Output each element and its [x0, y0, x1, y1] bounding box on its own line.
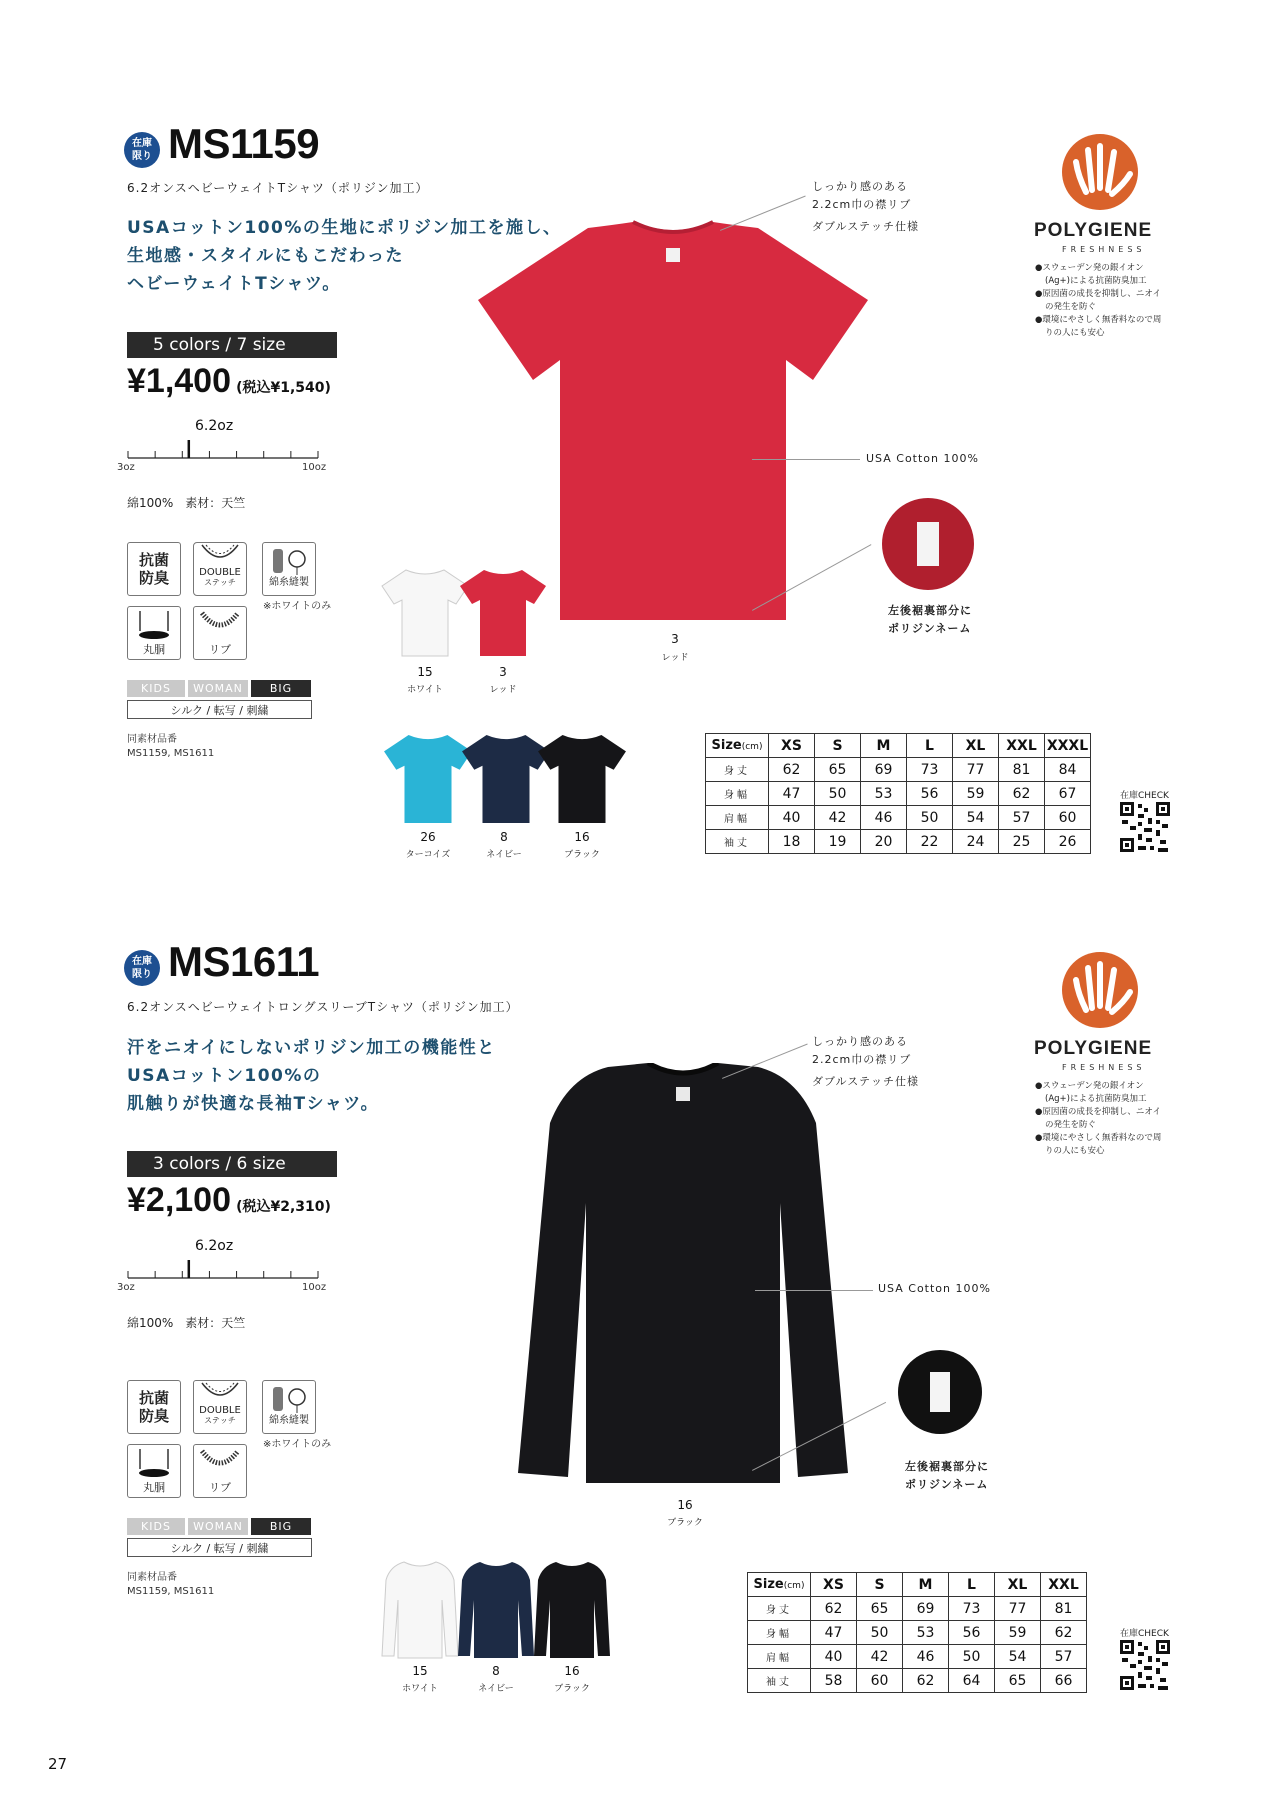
size-col-m: M — [861, 734, 907, 758]
swatch-name-white: ホワイト — [407, 685, 443, 695]
price-tax: (税込¥1,540) — [236, 380, 331, 396]
tag-kids: KIDS — [127, 1518, 185, 1535]
size-cell: 84 — [1045, 758, 1091, 782]
swatch-image-black — [536, 733, 628, 825]
price-value: ¥1,400 — [127, 362, 231, 400]
size-table — [747, 1572, 1087, 1693]
label-callout: 左後裾裏部分に ポリジンネーム — [888, 604, 972, 635]
swatch-name-black: ブラック — [554, 1684, 590, 1694]
swatch-num-white: 15 — [412, 1664, 428, 1678]
double-stitch-icon: DOUBLE ステッチ — [193, 542, 247, 596]
row-label: 袖丈 — [706, 830, 769, 854]
size-col-xxl: XXL — [999, 734, 1045, 758]
swatch-name-navy: ネイビー — [478, 1684, 514, 1694]
tubular-body-icon: 丸胴 — [127, 1444, 181, 1498]
stock-limited-badge: 在庫 限り — [124, 950, 160, 986]
swatch-name-red: レッド — [489, 685, 517, 695]
collar-callout: しっかり感のある 2.2cm巾の襟リブ ダブルステッチ仕様 — [812, 180, 920, 233]
row-label: 肩幅 — [748, 1645, 811, 1669]
row-label: 身丈 — [706, 758, 769, 782]
print-methods: シルク / 転写 / 刺繍 — [127, 1538, 312, 1557]
product-subtitle: 6.2オンスヘビーウェイトロングスリーブTシャツ（ポリジン加工） — [127, 1000, 519, 1014]
size-cell: 77 — [995, 1597, 1041, 1621]
row-label: 身丈 — [748, 1597, 811, 1621]
size-header-row — [706, 734, 1091, 758]
polygiene-wordmark: POLYGIENE — [1034, 220, 1153, 241]
size-cell: 66 — [1041, 1669, 1087, 1693]
scale-max-label: 10oz — [302, 1282, 327, 1293]
polygiene-freshness: FRESHNESS — [1062, 1063, 1146, 1072]
scale-min-label: 3oz — [117, 462, 135, 473]
tag-big: BIG — [251, 680, 311, 697]
rib-icon: リブ — [193, 606, 247, 660]
size-cell: 65 — [815, 758, 861, 782]
table-row — [748, 1669, 1087, 1693]
cotton-thread-icon: 綿糸縫製 — [262, 542, 316, 596]
polygiene-wordmark: POLYGIENE — [1034, 1038, 1153, 1059]
cotton-callout: USA Cotton 100% — [866, 452, 979, 465]
cotton-leader-line — [752, 459, 860, 460]
size-cell: 60 — [857, 1669, 903, 1693]
swatch-name-black: ブラック — [564, 850, 600, 860]
size-col-xl: XL — [953, 734, 999, 758]
size-col-xxxl: XXXL — [1045, 734, 1091, 758]
price-value: ¥2,100 — [127, 1181, 231, 1219]
white-only-note: ※ホワイトのみ — [263, 1439, 332, 1450]
size-cell: 40 — [811, 1645, 857, 1669]
size-col-s: S — [815, 734, 861, 758]
scale-min-label: 3oz — [117, 1282, 135, 1293]
size-cell: 58 — [811, 1669, 857, 1693]
qr-code[interactable] — [1120, 1640, 1170, 1690]
print-methods: シルク / 転写 / 刺繍 — [127, 700, 312, 719]
size-cell: 50 — [815, 782, 861, 806]
swatch-num-black: 16 — [574, 830, 590, 844]
colors-size-bar: 5 colors / 7 size — [127, 332, 337, 358]
page-number: 27 — [48, 1755, 68, 1773]
swatch-image-navy — [456, 1560, 536, 1660]
same-material: 同素材品番 MS1159, MS1611 — [127, 1572, 215, 1597]
size-cell: 53 — [861, 782, 907, 806]
swatch-image-white — [380, 1560, 460, 1660]
size-cell: 81 — [999, 758, 1045, 782]
size-cell: 42 — [857, 1645, 903, 1669]
polygiene-hand-logo — [1060, 950, 1140, 1030]
swatch-num-navy: 8 — [492, 1664, 500, 1678]
size-cell: 77 — [953, 758, 999, 782]
row-label: 袖丈 — [748, 1669, 811, 1693]
size-col-l: L — [949, 1573, 995, 1597]
row-label: 肩幅 — [706, 806, 769, 830]
size-cell: 40 — [769, 806, 815, 830]
weight-scale — [118, 436, 328, 466]
catch-copy: USAコットン100%の生地にポリジン加工を施し、 生地感・スタイルにもこだわった ヘビーウェイトTシャツ。 — [127, 218, 562, 294]
polygiene-hand-logo — [1060, 132, 1140, 212]
polygiene-label-image — [917, 522, 939, 566]
rib-icon: リブ — [193, 1444, 247, 1498]
size-cell: 50 — [857, 1621, 903, 1645]
white-only-note: ※ホワイトのみ — [263, 601, 332, 612]
size-cell: 67 — [1045, 782, 1091, 806]
size-header-row — [748, 1573, 1087, 1597]
size-cell: 62 — [811, 1597, 857, 1621]
swatch-name-turquoise: ターコイズ — [405, 850, 451, 860]
size-cell: 69 — [903, 1597, 949, 1621]
swatch-num-white: 15 — [417, 665, 433, 679]
size-cell: 56 — [949, 1621, 995, 1645]
table-row — [748, 1621, 1087, 1645]
tag-kids: KIDS — [127, 680, 185, 697]
antibacterial-icon: 抗菌 防臭 — [127, 1380, 181, 1434]
swatch-image-white — [380, 568, 470, 658]
size-corner: Size(cm) — [706, 734, 769, 758]
size-cell: 22 — [907, 830, 953, 854]
table-row — [748, 1645, 1087, 1669]
size-cell: 50 — [949, 1645, 995, 1669]
tag-woman: WOMAN — [188, 1518, 248, 1535]
stock-check-label: 在庫CHECK — [1120, 1629, 1169, 1639]
main-color-num: 16 — [677, 1498, 693, 1512]
size-cell: 20 — [861, 830, 907, 854]
size-cell: 57 — [999, 806, 1045, 830]
same-material: 同素材品番 MS1159, MS1611 — [127, 734, 215, 759]
main-color-name: レッド — [661, 653, 689, 663]
size-col-xxl: XXL — [1041, 1573, 1087, 1597]
stock-limited-badge: 在庫 限り — [124, 132, 160, 168]
price — [127, 362, 331, 401]
size-cell: 47 — [769, 782, 815, 806]
size-cell: 46 — [861, 806, 907, 830]
product-ms1159 — [0, 0, 1280, 860]
label-closeup-circle — [898, 1350, 982, 1434]
row-label: 身幅 — [748, 1621, 811, 1645]
size-cell: 54 — [953, 806, 999, 830]
size-cell: 54 — [995, 1645, 1041, 1669]
table-row — [706, 782, 1091, 806]
weight-scale — [118, 1256, 328, 1286]
size-cell: 62 — [769, 758, 815, 782]
colors-size-bar: 3 colors / 6 size — [127, 1151, 337, 1177]
swatch-name-navy: ネイビー — [486, 850, 522, 860]
size-cell: 65 — [995, 1669, 1041, 1693]
size-cell: 19 — [815, 830, 861, 854]
swatch-num-navy: 8 — [500, 830, 508, 844]
double-stitch-icon: DOUBLE ステッチ — [193, 1380, 247, 1434]
size-cell: 60 — [1045, 806, 1091, 830]
price-tax: (税込¥2,310) — [236, 1199, 331, 1215]
size-cell: 18 — [769, 830, 815, 854]
cotton-callout: USA Cotton 100% — [878, 1282, 991, 1295]
polygiene-bullets: ●スウェーデン発の銀イオン(Ag+)による抗菌防臭加工 ●原因菌の成長を抑制し、ニオイの発生を防ぐ ●環境にやさしく無香料なので周りの人にも安心 — [1035, 1081, 1162, 1156]
swatch-num-turquoise: 26 — [420, 830, 436, 844]
size-cell: 64 — [949, 1669, 995, 1693]
swatch-image-red — [458, 568, 548, 658]
size-cell: 47 — [811, 1621, 857, 1645]
size-cell: 73 — [907, 758, 953, 782]
scale-max-label: 10oz — [302, 462, 327, 473]
size-col-xs: XS — [811, 1573, 857, 1597]
size-corner: Size(cm) — [748, 1573, 811, 1597]
size-cell: 24 — [953, 830, 999, 854]
row-label: 身幅 — [706, 782, 769, 806]
swatch-num-red: 3 — [499, 665, 507, 679]
size-cell: 50 — [907, 806, 953, 830]
size-cell: 25 — [999, 830, 1045, 854]
size-cell: 42 — [815, 806, 861, 830]
polygiene-bullets: ●スウェーデン発の銀イオン(Ag+)による抗菌防臭加工 ●原因菌の成長を抑制し、ニオイの発生を防ぐ ●環境にやさしく無香料なので周りの人にも安心 — [1035, 263, 1162, 338]
size-cell: 81 — [1041, 1597, 1087, 1621]
table-row — [748, 1597, 1087, 1621]
tag-woman: WOMAN — [188, 680, 248, 697]
swatch-name-white: ホワイト — [402, 1684, 438, 1694]
size-col-xl: XL — [995, 1573, 1041, 1597]
main-color-name: ブラック — [667, 1518, 703, 1528]
table-row — [706, 758, 1091, 782]
size-cell: 69 — [861, 758, 907, 782]
table-row — [706, 806, 1091, 830]
swatch-image-black — [532, 1560, 612, 1660]
tubular-body-icon: 丸胴 — [127, 606, 181, 660]
catch-copy: 汗をニオイにしないポリジン加工の機能性と USAコットン100%の 肌触りが快適な長袖Tシャツ。 — [127, 1038, 496, 1114]
tag-big: BIG — [251, 1518, 311, 1535]
antibacterial-icon: 抗菌 防臭 — [127, 542, 181, 596]
cotton-thread-icon: 綿糸縫製 — [262, 1380, 316, 1434]
main-color-num: 3 — [671, 632, 679, 646]
size-cell: 56 — [907, 782, 953, 806]
size-col-xs: XS — [769, 734, 815, 758]
weight-value: 6.2oz — [195, 418, 234, 434]
size-col-m: M — [903, 1573, 949, 1597]
polygiene-label-image — [930, 1372, 950, 1412]
material-text: 綿100% 素材：天竺 — [127, 1316, 246, 1330]
size-cell: 53 — [903, 1621, 949, 1645]
main-shirt-image — [468, 220, 878, 620]
size-cell: 65 — [857, 1597, 903, 1621]
product-ms1611 — [0, 838, 1280, 1698]
size-cell: 46 — [903, 1645, 949, 1669]
size-cell: 73 — [949, 1597, 995, 1621]
cotton-leader-line — [755, 1290, 873, 1291]
material-text: 綿100% 素材：天竺 — [127, 496, 246, 510]
main-shirt-image — [498, 1063, 868, 1493]
polygiene-freshness: FRESHNESS — [1062, 245, 1146, 254]
product-subtitle: 6.2オンスヘビーウェイトTシャツ（ポリジン加工） — [127, 181, 429, 195]
size-cell: 26 — [1045, 830, 1091, 854]
label-closeup-circle — [882, 498, 974, 590]
label-callout: 左後裾裏部分に ポリジンネーム — [905, 1460, 989, 1491]
size-col-l: L — [907, 734, 953, 758]
swatch-num-black: 16 — [564, 1664, 580, 1678]
size-cell: 57 — [1041, 1645, 1087, 1669]
size-col-s: S — [857, 1573, 903, 1597]
product-code: MS1611 — [168, 938, 320, 985]
stock-check-label: 在庫CHECK — [1120, 791, 1169, 801]
size-cell: 62 — [903, 1669, 949, 1693]
collar-callout: しっかり感のある 2.2cm巾の襟リブ ダブルステッチ仕様 — [812, 1035, 920, 1088]
product-code: MS1159 — [168, 120, 320, 167]
size-cell: 62 — [999, 782, 1045, 806]
size-cell: 59 — [953, 782, 999, 806]
size-cell: 62 — [1041, 1621, 1087, 1645]
weight-value: 6.2oz — [195, 1238, 234, 1254]
price — [127, 1181, 331, 1220]
size-cell: 59 — [995, 1621, 1041, 1645]
size-table — [705, 733, 1091, 854]
